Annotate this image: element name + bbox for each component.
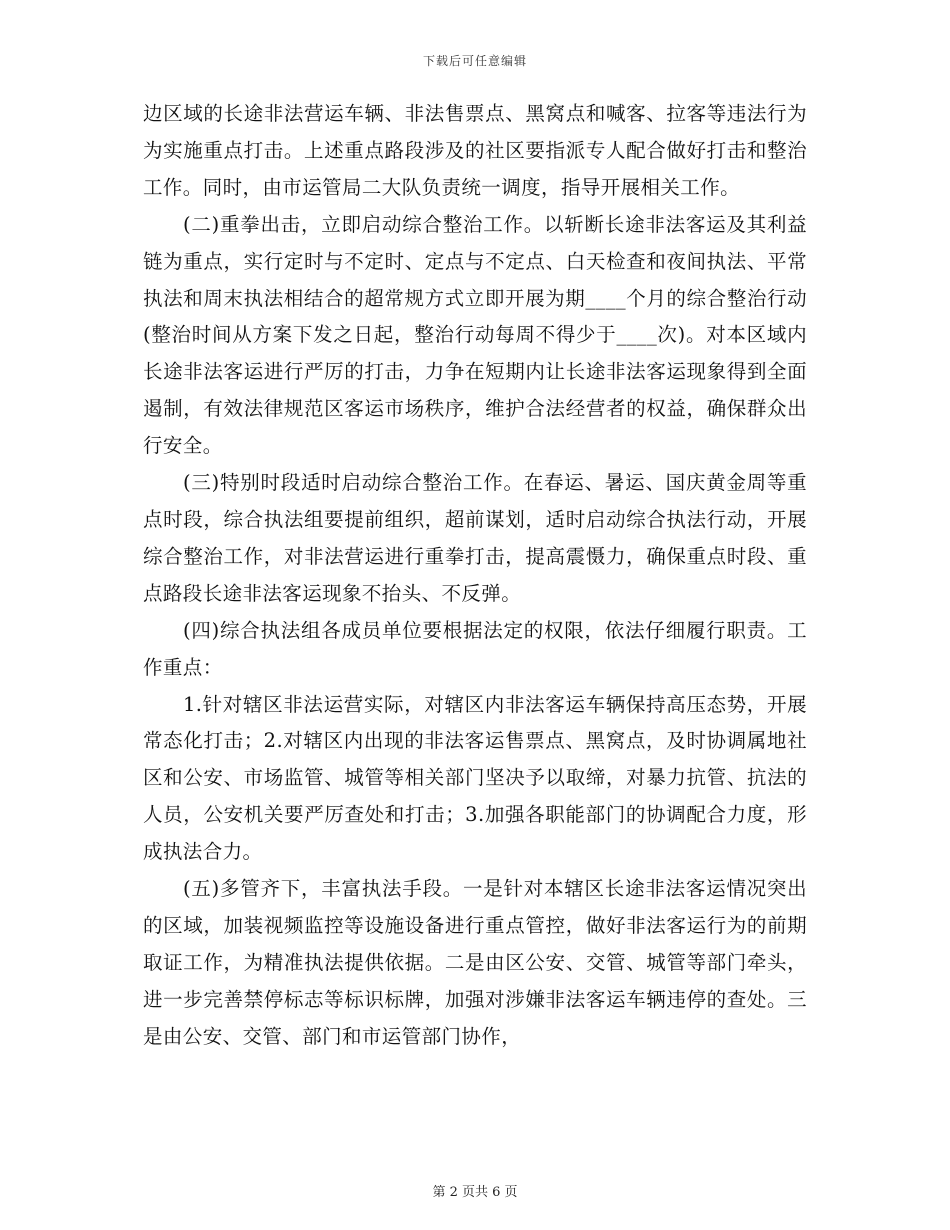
paragraph-section-3: (三)特别时段适时启动综合整治工作。在春运、暑运、国庆黄金周等重点时段，综合执法组要提前组织，超前谋划，适时启动综合执法行动，开展综合整治工作，对非法营运进行重拳打击，提高震慑力，确保重点时段、重点路段长途非法客运现象不抬头、不反弹。 xyxy=(143,471,807,605)
paragraph-continuation: 边区域的长途非法营运车辆、非法售票点、黑窝点和喊客、拉客等违法行为为实施重点打击。上述重点路段涉及的社区要指派专人配合做好打击和整治工作。同时，由市运管局二大队负责统一调度，指导开展相关工作。 xyxy=(143,102,807,199)
paragraph-section-4: (四)综合执法组各成员单位要根据法定的权限，依法仔细履行职责。工作重点： xyxy=(143,618,807,679)
page-header: 下载后可任意编辑 xyxy=(422,54,527,68)
page-number-footer: 第 2 页共 6 页 xyxy=(432,1185,518,1200)
paragraph-section-2: (二)重拳出击，立即启动综合整治工作。以斩断长途非法客运及其利益链为重点，实行定时与不定时、定点与不定点、白天检查和夜间执法、平常执法和周末执法相结合的超常规方式立即开展为期____个月的综合整治行动(整治时间从方案下发之日起，整治行动每周不得少于____次)。对本区域内长途非法客运进行严厉的打击，力争在短期内让长途非法客运现象得到全面遏制，有效法律规范区客运市场秩序，维护合法经营者的权益，确保群众出行安全。 xyxy=(143,212,807,458)
document-body xyxy=(143,96,807,1056)
paragraph-section-5: (五)多管齐下，丰富执法手段。一是针对本辖区长途非法客运情况突出的区域，加装视频监控等设施设备进行重点管控，做好非法客运行为的前期取证工作，为精准执法提供依据。二是由区公安、交管、城管等部门牵头，进一步完善禁停标志等标识标牌，加强对涉嫌非法客运车辆违停的查处。三是由公安、交管、部门和市运管部门协作， xyxy=(143,877,807,1048)
paragraph-work-focus-list: 1.针对辖区非法运营实际，对辖区内非法客运车辆保持高压态势，开展常态化打击；2.对辖区内出现的非法客运售票点、黑窝点，及时协调属地社区和公安、市场监管、城管等相关部门坚决予以取缔，对暴力抗管、抗法的人员，公安机关要严厉查处和打击；3.加强各职能部门的协调配合力度，形成执法合力。 xyxy=(143,692,807,864)
